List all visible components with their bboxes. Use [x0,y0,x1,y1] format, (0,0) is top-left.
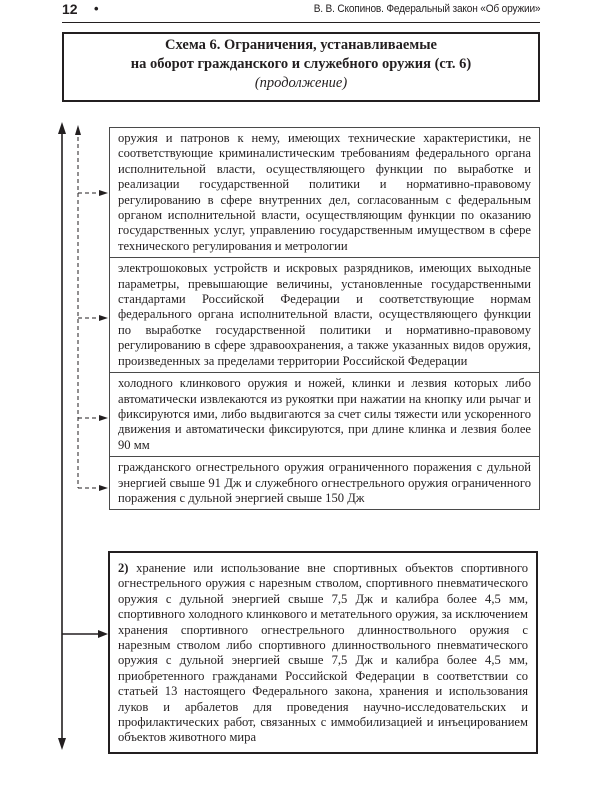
dashed-arrow-right-icon [99,415,108,421]
scheme-title-line-2: на оборот гражданского и служебного оружия (ст. 6) [130,56,472,72]
running-title: В. В. Скопинов. Федеральный закон «Об оружии» [313,3,540,15]
restriction-item: электрошоковых устройств и искровых разрядников, имеющих выходные параметры, превышающие величины, установленные государственными стандартами Российской Федерации и соответствующие нормам федерального органа исполнительной власти, осуществляющего функции по выработке государственной политики и нормативно-правовому регулированию в сфере здравоохранения, а также указанных видов оружия, произведенных за пределами территории Российской Федерации [110,258,539,373]
page-number: 12 [62,1,78,17]
restriction-2-box [108,551,538,754]
restrictions-list-box [109,127,540,510]
restriction-item: гражданского огнестрельного оружия ограниченного поражения с дульной энергией свыше 91 Дж и служебного огнестрельного оружия ограниченного поражения с дульной энергией свыше 150 Дж [118,460,531,505]
dashed-arrow-right-icon [99,485,108,491]
bullet-separator: • [94,1,99,16]
dashed-branch-line [75,125,108,491]
restriction-item: холодного клинкового оружия и ножей, клинки и лезвия которых либо автоматически извлекаются из рукоятки при нажатии на кнопку или рычаг и фиксируются ими, либо выдвигаются за счет силы тяжести или ускоренного движения и автоматически фиксируются, при длине клинка и лезвия более 90 мм [110,373,539,457]
arrow-down-icon [58,738,66,750]
scheme-title-line-1: Схема 6. Ограничения, устанавливаемые [165,37,437,53]
arrow-right-icon [98,630,108,638]
dashed-arrow-up-icon [75,125,81,135]
item-number: 2) [118,561,129,575]
main-flow-line [58,122,108,750]
scheme-subtitle: (продолжение) [254,75,348,91]
item-text: хранение или использование вне спортивных объектов спортивного огнестрельного оружия с нарезным стволом, спортивного пневматического оружия с дульной энергией свыше 7,5 Дж и калибра более 4,5 мм, спортивного холодного клинкового и метательного оружия, за исключением хранения спортивного огнестрельного длинноствольного оружия с нарезным стволом либо спортивного длинноствольного пневматического оружия с дульной энергией свыше 7,5 Дж и калибра более 4,5 мм, приобретенного гражданами Российской Федерации в соответствии со статьей 13 настоящего Федерального закона, хранения и использования луков и арбалетов для проведения научно-исследовательских и профилактических работ, связанных с иммобилизацией и инъецированием объектов животного мира [118,561,528,745]
dashed-arrow-right-icon [99,190,108,196]
arrow-up-icon [58,122,66,134]
dashed-arrow-right-icon [99,315,108,321]
restriction-item: оружия и патронов к нему, имеющих технические характеристики, не соответствующие криминалистическим требованиям федерального органа исполнительной власти, осуществляющего функции по выработке и реализации государственной политики и нормативно-правовому регулированию в сфере внутренних дел, согласованным с федеральным органом исполнительной власти, осуществляющим функции по оказанию государственных услуг, управлению государственным имуществом в сфере технического регулирования и метрологии [110,128,539,258]
